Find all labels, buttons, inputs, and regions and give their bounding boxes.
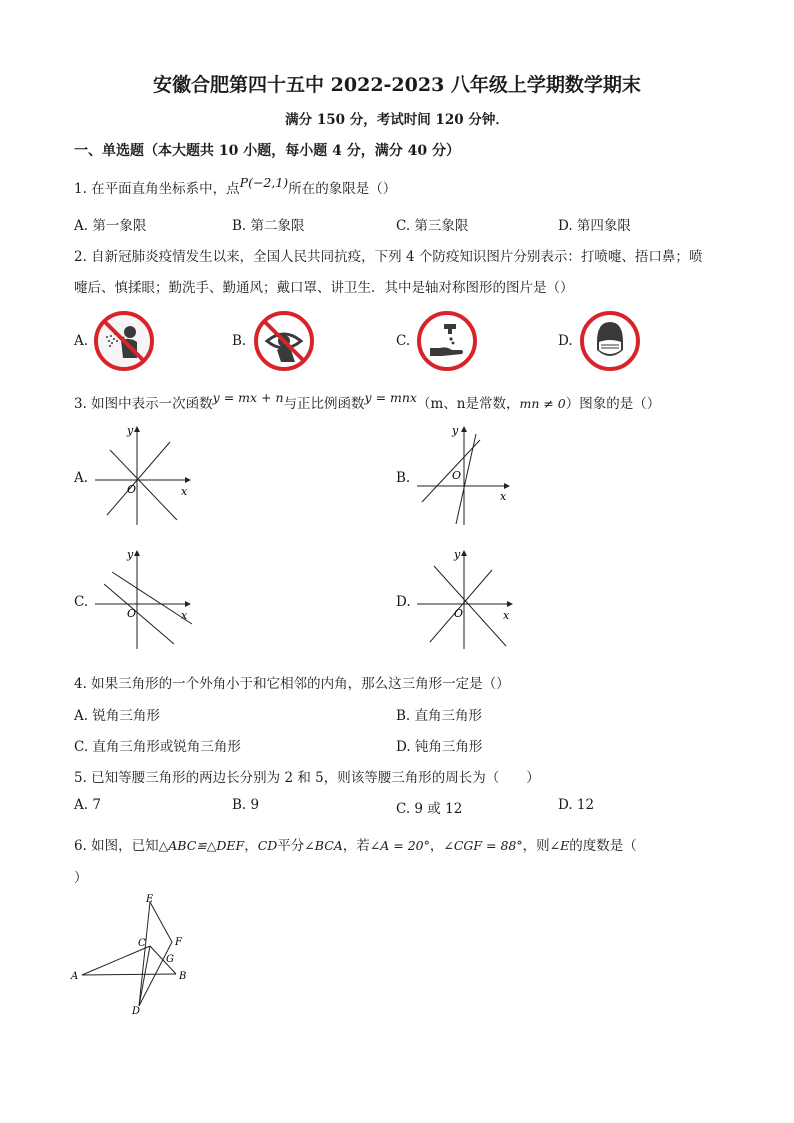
question-2-line-1: 2. 自新冠肺炎疫情发生以来，全国人民共同抗疫，下列 4 个防疫知识图片分别表示：打喷嚏、捂口鼻；喷 [74,249,703,265]
q6-angle-e: ∠E [549,838,570,853]
q3-option-c-label[interactable]: C. [74,594,89,610]
q2-option-c-label[interactable]: C. [396,333,411,349]
q5-option-a[interactable]: A. 7 [74,797,101,813]
q6-point-d: D [132,1006,141,1017]
q3-graph-b[interactable] [414,420,524,534]
q3-option-b-label[interactable]: B. [396,470,411,486]
q3-a-y-label: y [127,424,134,437]
q6-point-a: A [71,971,79,982]
q3-text-post: ）图象的是（） [565,396,661,412]
q5-option-c[interactable]: C. 9 或 12 [396,801,463,817]
q6-bisector: CD [257,838,278,853]
q6-angle-cgf: ∠CGF = 88° [443,838,523,853]
q6-angle-a: ∠A = 20° [369,838,430,853]
q3-text-pre: 3. 如图中表示一次函数 [74,396,213,412]
q1-text-pre: 1. 在平面直角坐标系中，点 [74,181,240,197]
exam-info: 满分 150 分，考试时间 120 分钟． [285,112,509,128]
q4-option-a[interactable]: A. 锐角三角形 [74,708,160,724]
q3-d-x-label: x [503,609,510,622]
q1-option-b[interactable]: B. 第二象限 [232,218,305,234]
q3-condition: mn ≠ 0 [519,396,566,411]
q6-congruence: △ABC≌△DEF [158,838,245,853]
question-6-line-2: ） [74,870,88,886]
q4-option-d[interactable]: D. 钝角三角形 [396,739,483,755]
question-3 [74,392,660,412]
q3-c-y-label: y [127,548,134,561]
question-2-line-2: 嚏后、慎揉眼；勤洗手、勤通风；戴口罩、讲卫生．其中是轴对称图形的图片是（） [74,280,574,296]
q3-option-d-label[interactable]: D. [396,594,411,610]
q6-angle-bca: ∠BCA [304,838,343,853]
q3-d-origin-label: O [454,607,464,620]
q1-option-a[interactable]: A. 第一象限 [74,218,147,234]
q1-point: P(−2,1) [239,175,289,190]
q6-text-pre: 6. 如图，已知 [74,838,159,854]
q3-b-origin-label: O [452,469,462,482]
q6-text-sep-3: ，若 [342,838,370,854]
q5-option-b[interactable]: B. 9 [232,797,260,813]
q6-text-sep-1: ， [244,838,258,854]
q6-text-sep-2: 平分 [277,838,305,854]
q6-figure [66,890,196,1024]
section-heading: 一、单选题（本大题共 10 小题，每小题 4 分，满分 40 分） [74,143,460,159]
q2-option-d-label[interactable]: D. [558,333,573,349]
q3-a-x-label: x [181,485,188,498]
q1-option-d[interactable]: D. 第四象限 [558,218,631,234]
q4-option-c[interactable]: C. 直角三角形或锐角三角形 [74,739,241,755]
q6-point-g: G [166,954,174,965]
question-5: 5. 已知等腰三角形的两边长分别为 2 和 5，则该等腰三角形的周长为（ ） [74,770,540,786]
q3-b-y-label: y [452,424,459,437]
q3-d-y-label: y [454,548,461,561]
hand-wash-icon[interactable] [416,310,478,372]
q3-option-a-label[interactable]: A. [74,470,89,486]
q6-point-b: B [179,971,187,982]
q3-function-proportional: y = mnx [364,390,417,405]
q6-point-e: E [146,894,154,905]
q3-function-linear: y = mx + n [212,390,284,405]
q3-text-mid: 与正比例函数 [283,396,365,412]
q3-c-origin-label: O [127,607,137,620]
question-1 [74,177,396,197]
q3-c-x-label: x [181,609,188,622]
q6-text-sep-4: ， [429,838,444,854]
no-rub-eye-icon[interactable] [253,310,315,372]
q3-a-origin-label: O [127,483,137,496]
q6-point-c: C [138,938,146,949]
q6-point-f: F [175,937,182,948]
q2-option-a-label[interactable]: A. [74,333,89,349]
q3-graph-d[interactable] [414,544,524,658]
mask-icon[interactable] [579,310,641,372]
page-title: 安徽合肥第四十五中 2022-2023 八年级上学期数学期末 [153,74,641,96]
q6-text-post: 的度数是（ [569,838,637,854]
q3-b-x-label: x [500,490,507,503]
q6-text-sep-5: ，则 [522,838,550,854]
q2-option-b-label[interactable]: B. [232,333,247,349]
q3-graph-c[interactable] [92,544,202,658]
q1-option-c[interactable]: C. 第三象限 [396,218,469,234]
question-4: 4. 如果三角形的一个外角小于和它相邻的内角，那么这三角形一定是（） [74,676,510,692]
no-sneeze-icon[interactable] [93,310,155,372]
q1-text-post: 所在的象限是（） [288,181,397,197]
question-6-line-1 [74,834,637,854]
q5-option-d[interactable]: D. 12 [558,797,595,813]
q3-condition-pre: （m、n是常数， [416,396,520,412]
q4-option-b[interactable]: B. 直角三角形 [396,708,483,724]
q3-graph-a[interactable] [92,420,202,534]
